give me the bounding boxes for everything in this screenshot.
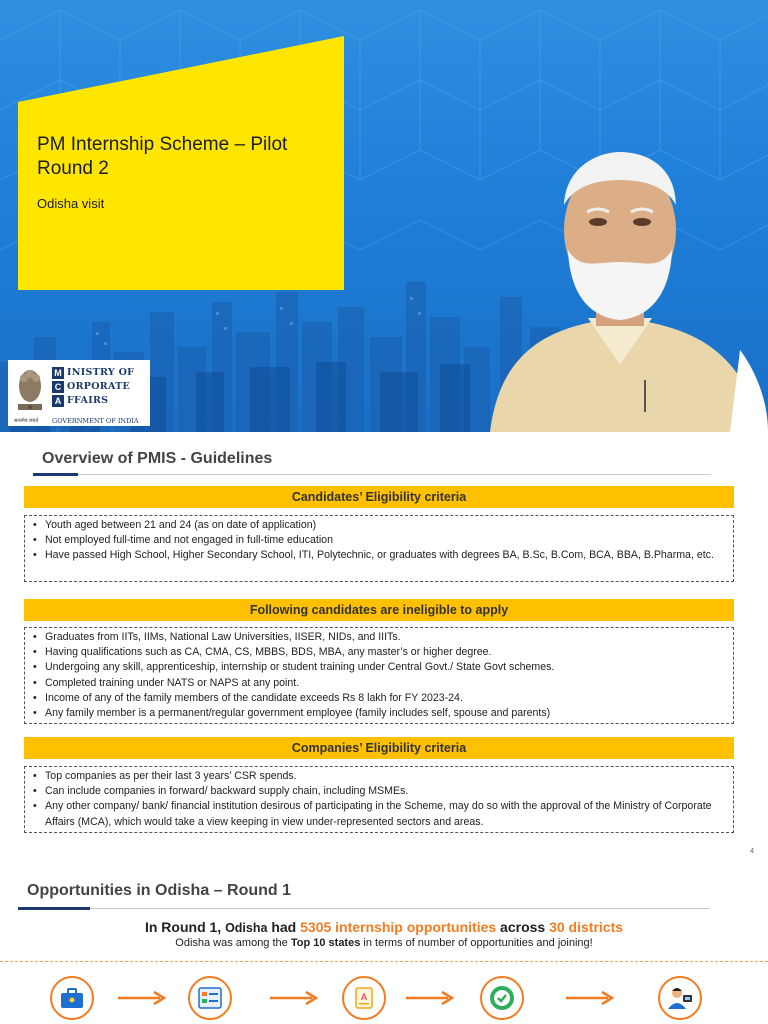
list-item: • Having qualifications such as CA, CMA, CS, MBBS, BDS, MBA, any master’s or higher degree. [31,645,727,660]
intern-icon [658,976,702,1020]
logo-word: FFAIRS [67,395,109,406]
candidate-eligibility-box [24,515,734,582]
section-band-ineligible: Following candidates are ineligible to apply [24,599,734,621]
hero-slide [0,0,768,432]
list-item: • Top companies as per their last 3 years’ CSR spends. [31,769,727,784]
logo-word: ORPORATE [67,381,131,392]
heading-divider [33,474,711,475]
heading-accent [18,907,90,910]
list-item: • Have passed High School, Higher Secondary School, ITI, Polytechnic, or graduates with degrees BA, B.Sc, B.Com, BCA, BBA, B.Pharma, etc. [31,548,727,563]
summary-across: across [500,919,546,935]
list-item: • Any other company/ bank/ financial institution desirous of participating in the Scheme, may do so with the approval of the Ministry of Corporate Affairs (MCA), which would take a view keeping in view under-represented sectors and areas. [31,799,727,829]
dashed-divider [0,961,768,962]
summary-had: had [271,919,297,935]
ineligible-box [24,627,734,724]
summary-opportunity-count: 5305 internship opportunities [300,919,497,935]
list-item: • Graduates from IITs, IIMs, National Law Universities, IISER, NIDs, and IIITs. [31,630,727,645]
list-item: • Not employed full-time and not engaged in full-time education [31,533,727,548]
listing-icon [188,976,232,1020]
note-highlight: Top 10 states [290,937,361,949]
opportunities-slide [0,860,768,1024]
mca-logo [8,360,150,426]
note-prefix: Odisha was among the [175,937,288,949]
arrow-right-icon [404,988,456,1008]
list-item: • Youth aged between 21 and 24 (as on date of application) [31,518,727,533]
portrait-photo [470,150,768,432]
government-of-india-label: GOVERNMENT OF INDIA [52,417,139,425]
logo-letter: A [52,395,64,407]
round1-summary [0,919,768,935]
heading-accent [33,473,78,476]
logo-letter: C [52,381,64,393]
list-item: • Income of any of the family members of the candidate exceeds Rs 8 lakh for FY 2023-24. [31,691,727,706]
svg-text:A: A [360,992,368,1002]
summary-prefix: In Round 1, [144,919,222,935]
section-band-company-eligibility: Companies’ Eligibility criteria [24,737,734,759]
list-item: • Can include companies in forward/ backward supply chain, including MSMEs. [31,784,727,799]
heading-divider [18,908,710,909]
logo-word: INISTRY OF [67,367,135,378]
page-number: 4 [750,848,754,855]
logo-letter: M [52,367,64,379]
company-eligibility-box [24,766,734,833]
guidelines-slide [0,432,768,860]
emblem-motto: सत्यमेव जयते [14,418,39,424]
section-band-candidate-eligibility: Candidates’ Eligibility criteria [24,486,734,508]
national-emblem-icon [12,364,48,418]
list-item: • Completed training under NATS or NAPS at any point. [31,676,727,691]
summary-district-count: 30 districts [549,919,624,935]
slide-heading: Opportunities in Odisha – Round 1 [27,882,292,899]
arrow-right-icon [268,988,320,1008]
briefcase-icon [50,976,94,1020]
verified-icon [480,976,524,1020]
note-suffix: in terms of number of opportunities and joining! [363,937,593,949]
list-item: • Undergoing any skill, apprenticeship, internship or student training under Central Govt./ State Govt schemes. [31,660,727,675]
hero-title: PM Internship Scheme – Pilot Round 2 [37,134,288,179]
hero-subtitle: Odisha visit [37,196,105,211]
arrow-right-icon [564,988,616,1008]
summary-state: Odisha [225,921,268,935]
arrow-right-icon [116,988,168,1008]
slide-heading: Overview of PMIS - Guidelines [42,450,273,467]
list-item: • Any family member is a permanent/regular government employee (family includes self, spouse and parents) [31,706,727,721]
application-icon [342,976,386,1020]
top-states-note [0,937,768,949]
